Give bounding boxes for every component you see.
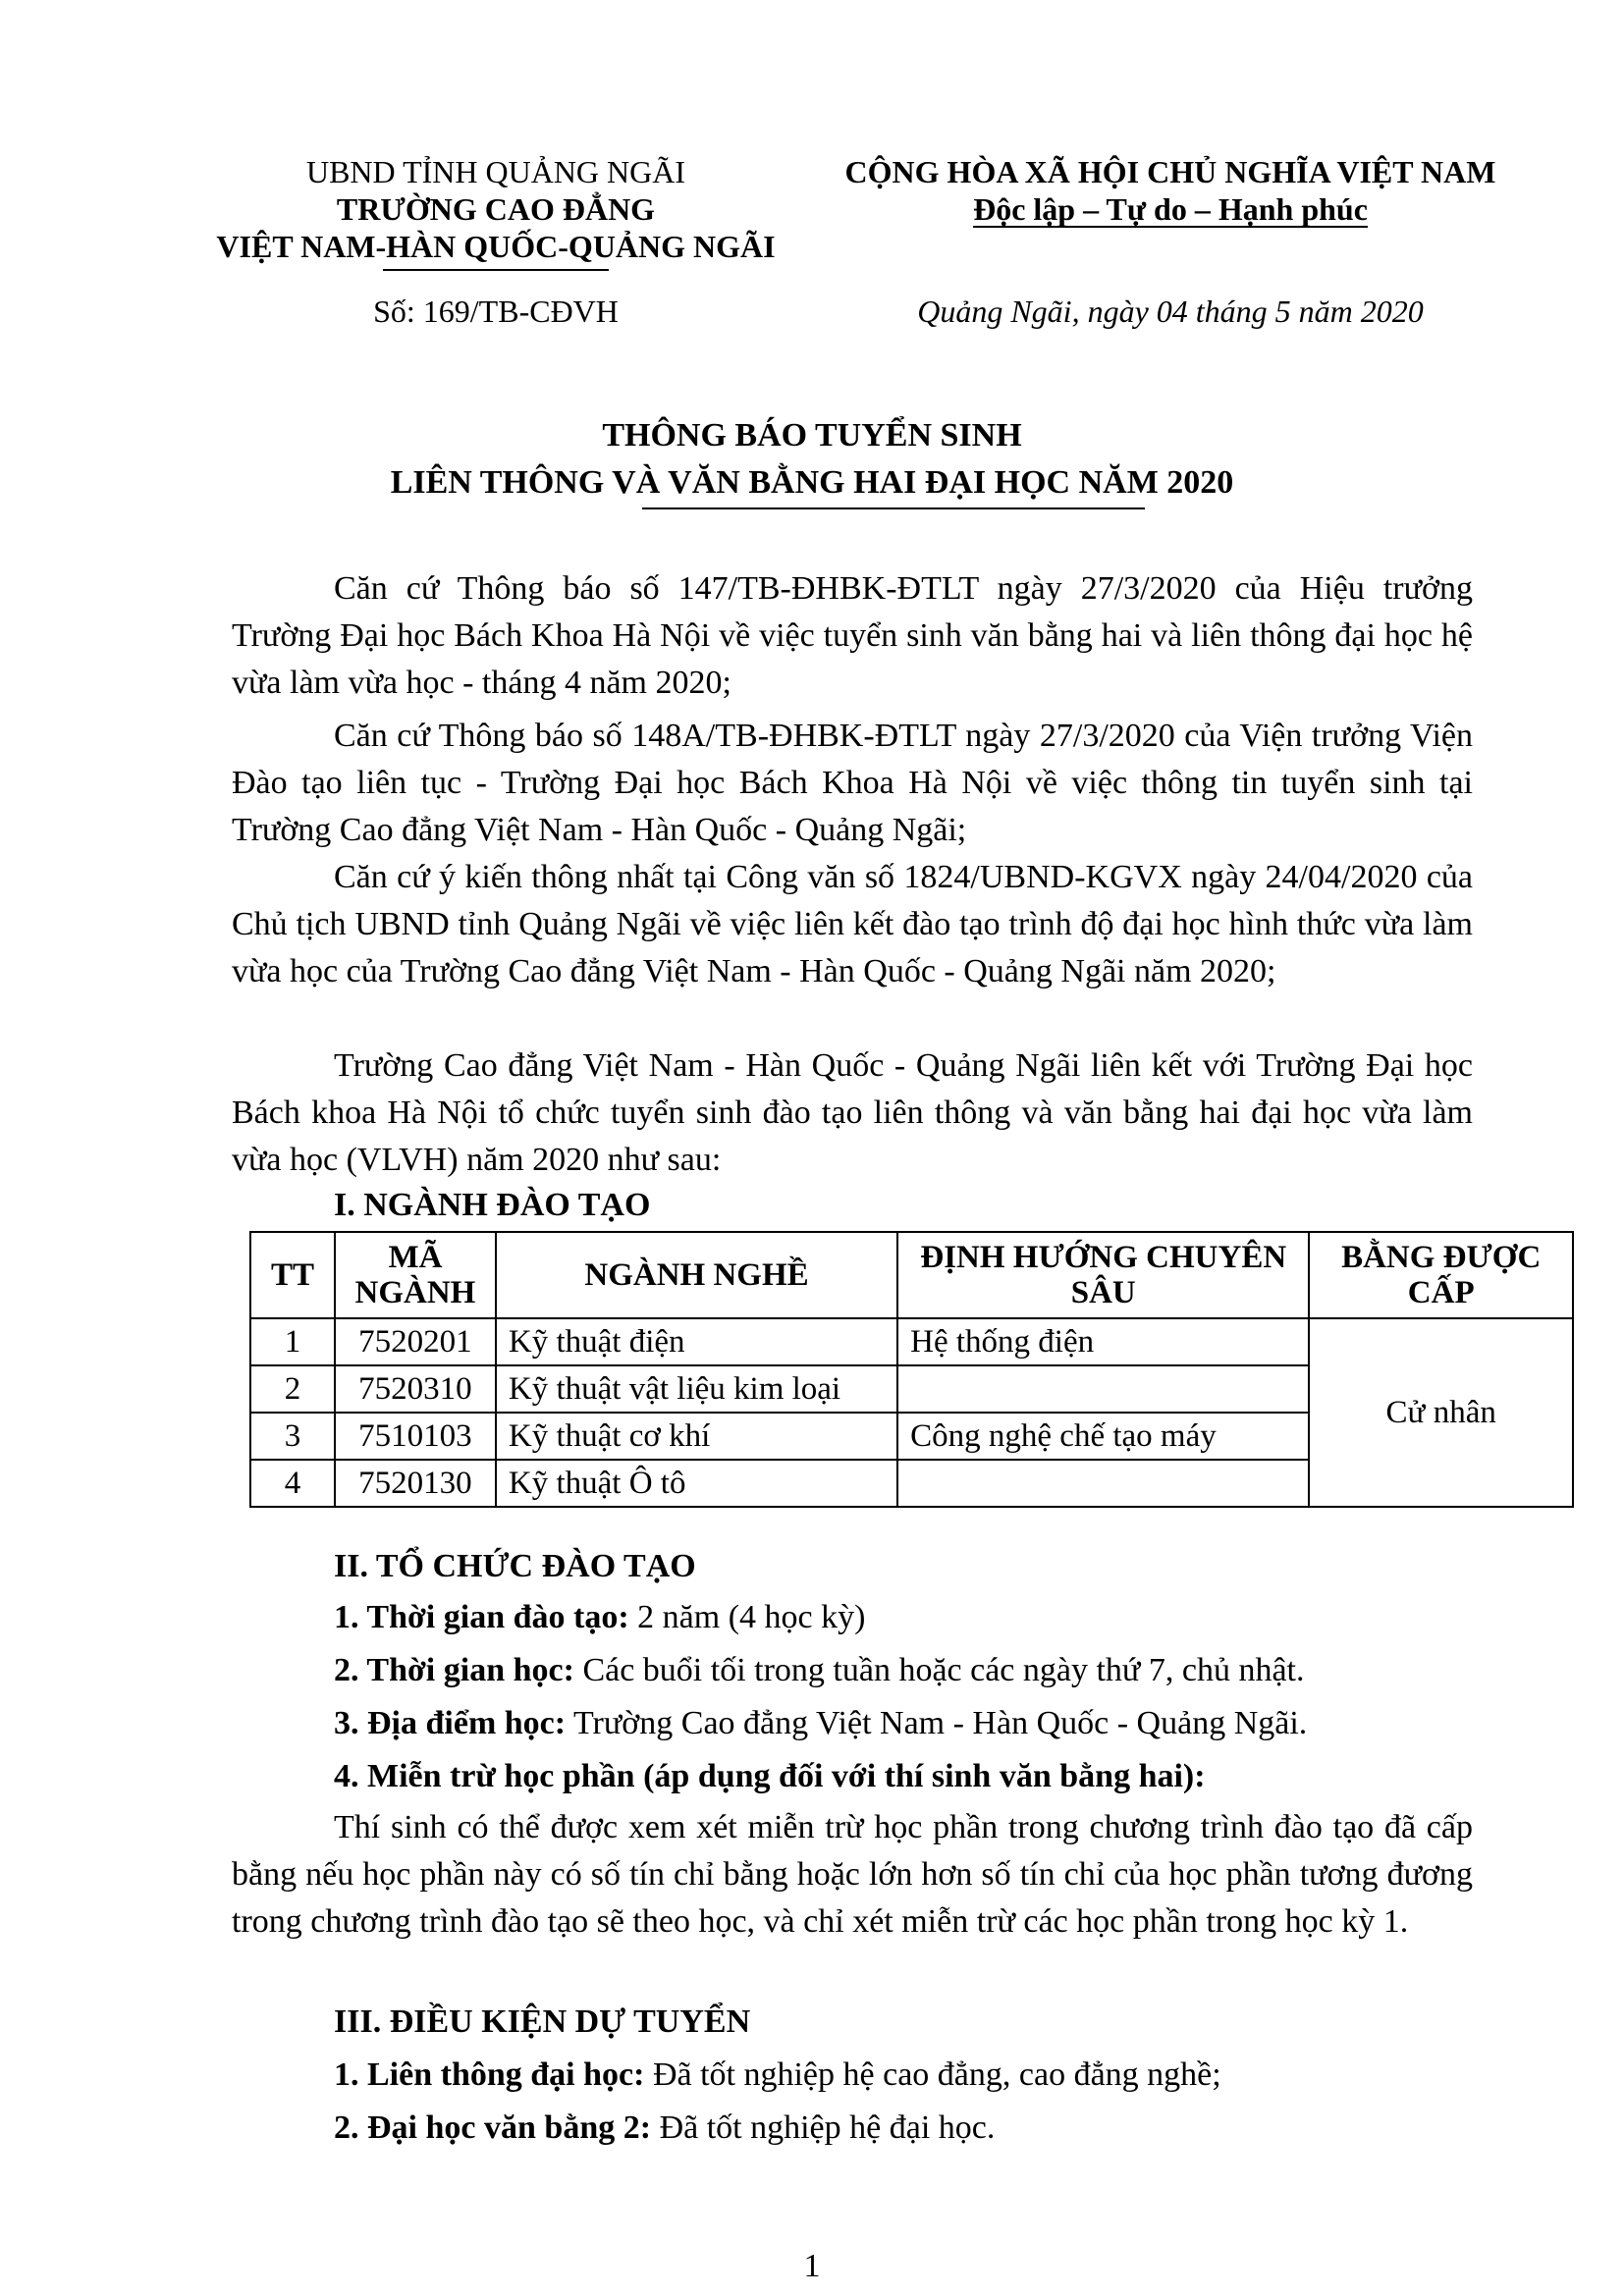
header-cell: NGÀNH NGHỀ xyxy=(496,1232,897,1318)
page-number: 1 xyxy=(803,2248,821,2284)
header-cell: BẰNG ĐƯỢC CẤP xyxy=(1309,1232,1573,1318)
issuing-authority-block xyxy=(167,153,825,265)
study-time-label: 2. Thời gian học: xyxy=(334,1652,574,1688)
training-duration-label: 1. Thời gian đào tạo: xyxy=(334,1599,629,1635)
study-time-value: Các buổi tối trong tuần hoặc các ngày thứ 7, chủ nhật. xyxy=(573,1652,1305,1688)
document-title: THÔNG BÁO TUYỂN SINH xyxy=(602,417,1022,454)
document-subtitle: LIÊN THÔNG VÀ VĂN BẰNG HAI ĐẠI HỌC NĂM 2020 xyxy=(390,464,1234,501)
header-cell: ĐỊNH HƯỚNG CHUYÊN SÂU xyxy=(897,1232,1309,1318)
table-cell: 1 xyxy=(250,1318,335,1365)
national-header xyxy=(797,153,1543,228)
basis-paragraph-3: Căn cứ ý kiến thông nhất tại Công văn số 1824/UBND-KGVX ngày 24/04/2020 của Chủ tịch UBND tỉnh Quảng Ngãi về việc liên kết đào tạo trình độ đại học hình thức vừa làm vừa học của Trường Cao đẳng Việt Nam - Hàn Quốc - Quảng Ngãi năm 2020; xyxy=(232,859,1473,989)
second-degree-condition-label: 2. Đại học văn bằng 2: xyxy=(334,2109,652,2146)
study-location-value: Trường Cao đẳng Việt Nam - Hàn Quốc - Quảng Ngãi. xyxy=(566,1705,1308,1741)
table-cell: 3 xyxy=(250,1413,335,1460)
table-cell: Kỹ thuật điện xyxy=(496,1318,897,1365)
issue-date: Quảng Ngãi, ngày 04 tháng 5 năm 2020 xyxy=(917,294,1424,329)
table-cell: Công nghệ chế tạo máy xyxy=(897,1413,1309,1460)
exemption-paragraph: Thí sinh có thể được xem xét miễn trừ học phần trong chương trình đào tạo đã cấp bằng nếu học phần này có số tín chỉ bằng hoặc lớn hơn số tín chỉ của học phần tương đương trong chương trình đào tạo sẽ theo học, và chỉ xét miễn trừ các học phần trong học kỳ 1. xyxy=(232,1809,1473,1940)
table-cell: 7520130 xyxy=(335,1460,496,1507)
second-degree-condition xyxy=(334,2105,995,2152)
document-number: Số: 169/TB-CĐVH xyxy=(373,294,619,329)
section-2-heading: II. TỔ CHỨC ĐÀO TẠO xyxy=(334,1548,696,1584)
table-cell: 7520201 xyxy=(335,1318,496,1365)
training-duration-value: 2 năm (4 học kỳ) xyxy=(628,1599,866,1635)
national-title: CỘNG HÒA XÃ HỘI CHỦ NGHĨA VIỆT NAM xyxy=(844,154,1496,189)
table-cell xyxy=(897,1460,1309,1507)
table-cell: 4 xyxy=(250,1460,335,1507)
table-cell: 7520310 xyxy=(335,1365,496,1413)
table-cell: Hệ thống điện xyxy=(897,1318,1309,1365)
transfer-condition-label: 1. Liên thông đại học: xyxy=(334,2056,645,2093)
transfer-condition xyxy=(334,2052,1221,2099)
table-cell: Kỹ thuật vật liệu kim loại xyxy=(496,1365,897,1413)
second-degree-condition-value: Đã tốt nghiệp hệ đại học. xyxy=(651,2109,996,2146)
table-header-row xyxy=(250,1232,1573,1318)
table-cell xyxy=(897,1365,1309,1413)
basis-paragraph-2: Căn cứ Thông báo số 148A/TB-ĐHBK-ĐTLT ngày 27/3/2020 của Viện trưởng Viện Đào tạo liên tục - Trường Đại học Bách Khoa Hà Nội về việc thông tin tuyển sinh tại Trường Cao đẳng Việt Nam - Hàn Quốc - Quảng Ngãi; xyxy=(232,718,1473,848)
study-time xyxy=(334,1647,1305,1694)
degree-cell: Cử nhân xyxy=(1309,1318,1573,1507)
table-cell: Kỹ thuật cơ khí xyxy=(496,1413,897,1460)
table-cell: 2 xyxy=(250,1365,335,1413)
exemption-heading: 4. Miễn trừ học phần (áp dụng đối với thí sinh văn bằng hai): xyxy=(334,1758,1206,1794)
national-motto: Độc lập – Tự do – Hạnh phúc xyxy=(973,191,1368,227)
section-3-heading: III. ĐIỀU KIỆN DỰ TUYỂN xyxy=(334,2003,751,2040)
header-cell: TT xyxy=(250,1232,335,1318)
school-name-line1: TRƯỜNG CAO ĐẲNG xyxy=(336,191,656,227)
training-duration xyxy=(334,1594,865,1641)
header-left-underline xyxy=(383,269,609,271)
school-name-line2: VIỆT NAM-HÀN QUỐC-QUẢNG NGÃI xyxy=(216,229,776,264)
study-location-label: 3. Địa điểm học: xyxy=(334,1705,567,1741)
majors-table xyxy=(249,1231,1574,1508)
section-1-heading: I. NGÀNH ĐÀO TẠO xyxy=(334,1187,651,1223)
transfer-condition-value: Đã tốt nghiệp hệ cao đẳng, cao đẳng nghề; xyxy=(644,2056,1221,2093)
header-cell: MÃ NGÀNH xyxy=(335,1232,496,1318)
study-location xyxy=(334,1700,1307,1747)
basis-paragraph-4: Trường Cao đẳng Việt Nam - Hàn Quốc - Quảng Ngãi liên kết với Trường Đại học Bách khoa Hà Nội tổ chức tuyển sinh đào tạo liên thông và văn bằng hai đại học vừa làm vừa học (VLVH) năm 2020 như sau: xyxy=(232,1047,1473,1178)
table-cell: 7510103 xyxy=(335,1413,496,1460)
table-cell: Kỹ thuật Ô tô xyxy=(496,1460,897,1507)
table-row xyxy=(250,1318,1573,1365)
basis-paragraph-1: Căn cứ Thông báo số 147/TB-ĐHBK-ĐTLT ngày 27/3/2020 của Hiệu trưởng Trường Đại học Bách Khoa Hà Nội về việc tuyển sinh văn bằng hai và liên thông đại học hệ vừa làm vừa học - tháng 4 năm 2020; xyxy=(232,570,1473,701)
title-underline xyxy=(642,507,1145,509)
authority-line: UBND TỈNH QUẢNG NGÃI xyxy=(305,154,686,189)
